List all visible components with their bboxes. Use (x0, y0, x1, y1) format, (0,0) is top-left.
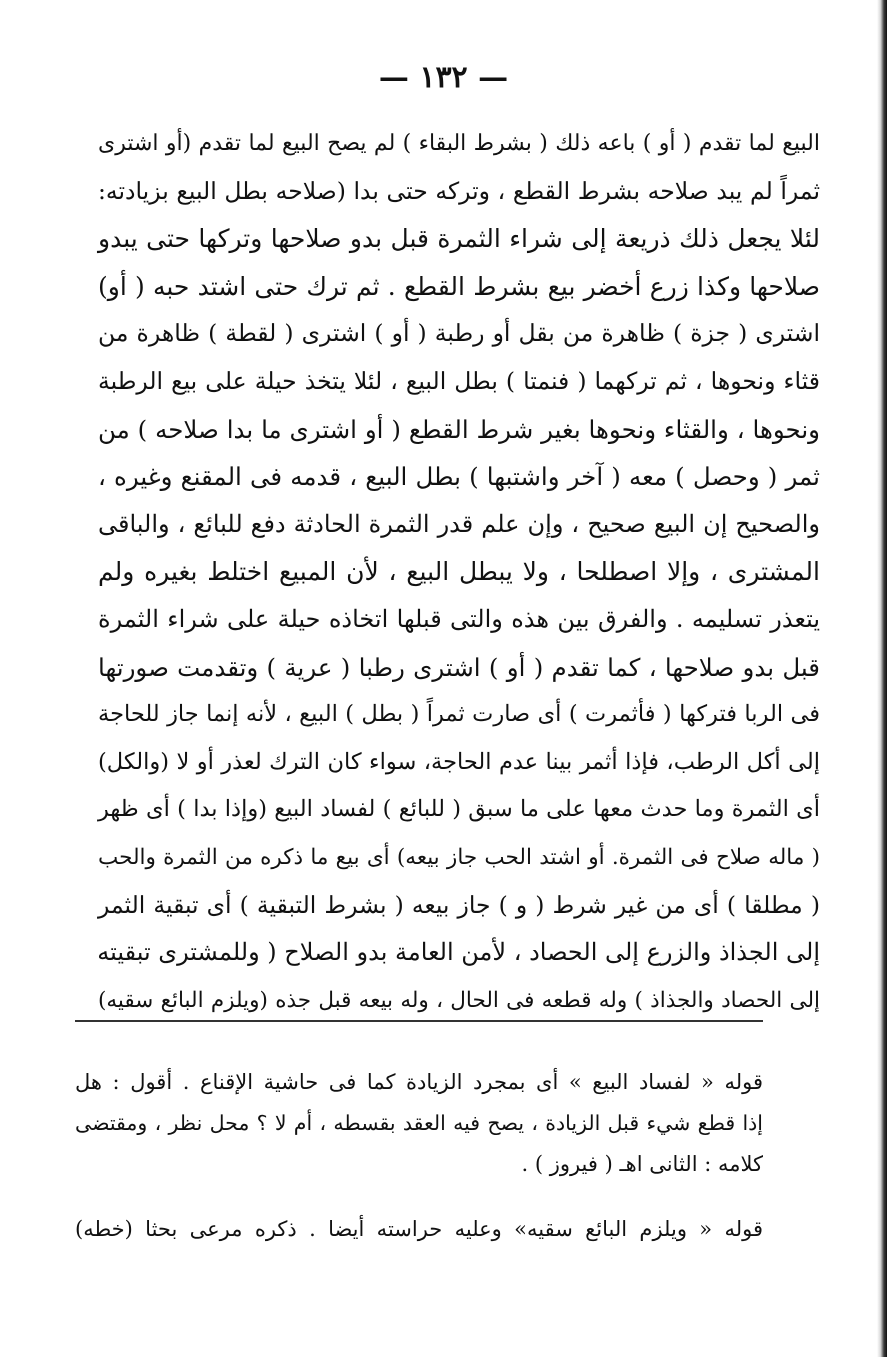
footnote-line: إذا قطع شيء قبل الزيادة ، يصح فيه العقد بقسطه ، أم لا ؟ محل نظر ، ومقتضى (75, 1111, 763, 1135)
footnotes (75, 1062, 763, 1250)
page-number: — ١٣٢ — (378, 60, 509, 95)
text-line: يتعذر تسليمه . والفرق بين هذه والتى قبلها اتخاذه حيلة على شراء الثمرة (98, 604, 820, 633)
text-line: ثمر ( وحصل ) معه ( آخر واشتبها ) بطل البيع ، قدمه فى المقنع وغيره ، (98, 462, 820, 492)
footnote-line: كلامه : الثانى اهـ ( فيروز ) . (521, 1152, 763, 1176)
text-line: البيع لما تقدم ( أو ) باعه ذلك ( بشرط البقاء ) لم يصح البيع لما تقدم (أو اشترى (98, 131, 820, 156)
text-line: قثاء ونحوها ، ثم تركهما ( فنمتا ) بطل البيع ، لئلا يتخذ حيلة على بيع الرطبة (98, 366, 820, 395)
text-line: لئلا يجعل ذلك ذريعة إلى شراء الثمرة قبل بدو صلاحها وتركها حتى يبدو (98, 224, 820, 254)
main-body-text (98, 120, 820, 1024)
text-line: ( ماله صلاح فى الثمرة. أو اشتد الحب جاز بيعه) أى بيع ما ذكره من الثمرة والحب (98, 844, 820, 870)
footnote-line: قوله « لفساد البيع » أى بمجرد الزيادة كما فى حاشية الإقناع . أقول : هل (75, 1070, 763, 1094)
text-line: أى الثمرة وما حدث معها على ما سبق ( للبائع ) لفساد البيع (وإذا بدا ) أى ظهر (98, 796, 820, 823)
text-line: والصحيح إن البيع صحيح ، وإن علم قدر الثمرة الحادثة دفع للبائع ، والباقى (98, 509, 820, 538)
text-line: فى الربا فتركها ( فأثمرت ) أى صارت ثمراً ( بطل ) البيع ، لأنه إنما جاز للحاجة (98, 701, 820, 728)
footnote-1 (75, 1062, 763, 1185)
text-line: ( مطلقا ) أى من غير شرط ( و ) جاز بيعه ( بشرط التبقية ) أى تبقية الثمر (98, 890, 820, 919)
text-line: اشترى ( جزة ) ظاهرة من بقل أو رطبة ( أو ) اشترى ( لقطة ) ظاهرة من (98, 319, 820, 348)
footnote-line: قوله « ويلزم البائع سقيه» وعليه حراسته أيضا . ذكره مرعى بحثا (خطه) (75, 1217, 763, 1241)
footnote-gap (75, 1185, 763, 1209)
text-line: إلى الجذاذ والزرع إلى الحصاد ، لأمن العامة بدو الصلاح ( وللمشترى تبقيته (97, 938, 820, 967)
scan-edge (877, 0, 887, 1357)
text-line: إلى أكل الرطب، فإذا أثمر بينا عدم الحاجة، سواء كان الترك لعذر أو لا (والكل) (98, 748, 820, 775)
text-line: قبل بدو صلاحها ، كما تقدم ( أو ) اشترى رطبا ( عرية ) وتقدمت صورتها (98, 652, 820, 682)
footnote-2 (75, 1209, 763, 1250)
text-line: إلى الحصاد والجذاذ ) وله قطعه فى الحال ، وله بيعه قبل جذه (ويلزم البائع سقيه) (98, 987, 820, 1013)
text-line: المشترى ، وإلا اصطلحا ، ولا يبطل البيع ، لأن المبيع اختلط بغيره ولم (98, 557, 820, 587)
footnote-divider (75, 1020, 763, 1022)
text-line: ثمراً لم يبد صلاحه بشرط القطع ، وتركه حتى بدا (صلاحه بطل البيع بزيادته: (98, 176, 820, 205)
text-line: ونحوها ، والقثاء ونحوها بغير شرط القطع ( أو اشترى ما بدا صلاحه ) من (98, 414, 820, 444)
text-line: صلاحها وكذا زرع أخضر بيع بشرط القطع . ثم ترك حتى اشتد حبه ( أو) (98, 271, 820, 301)
